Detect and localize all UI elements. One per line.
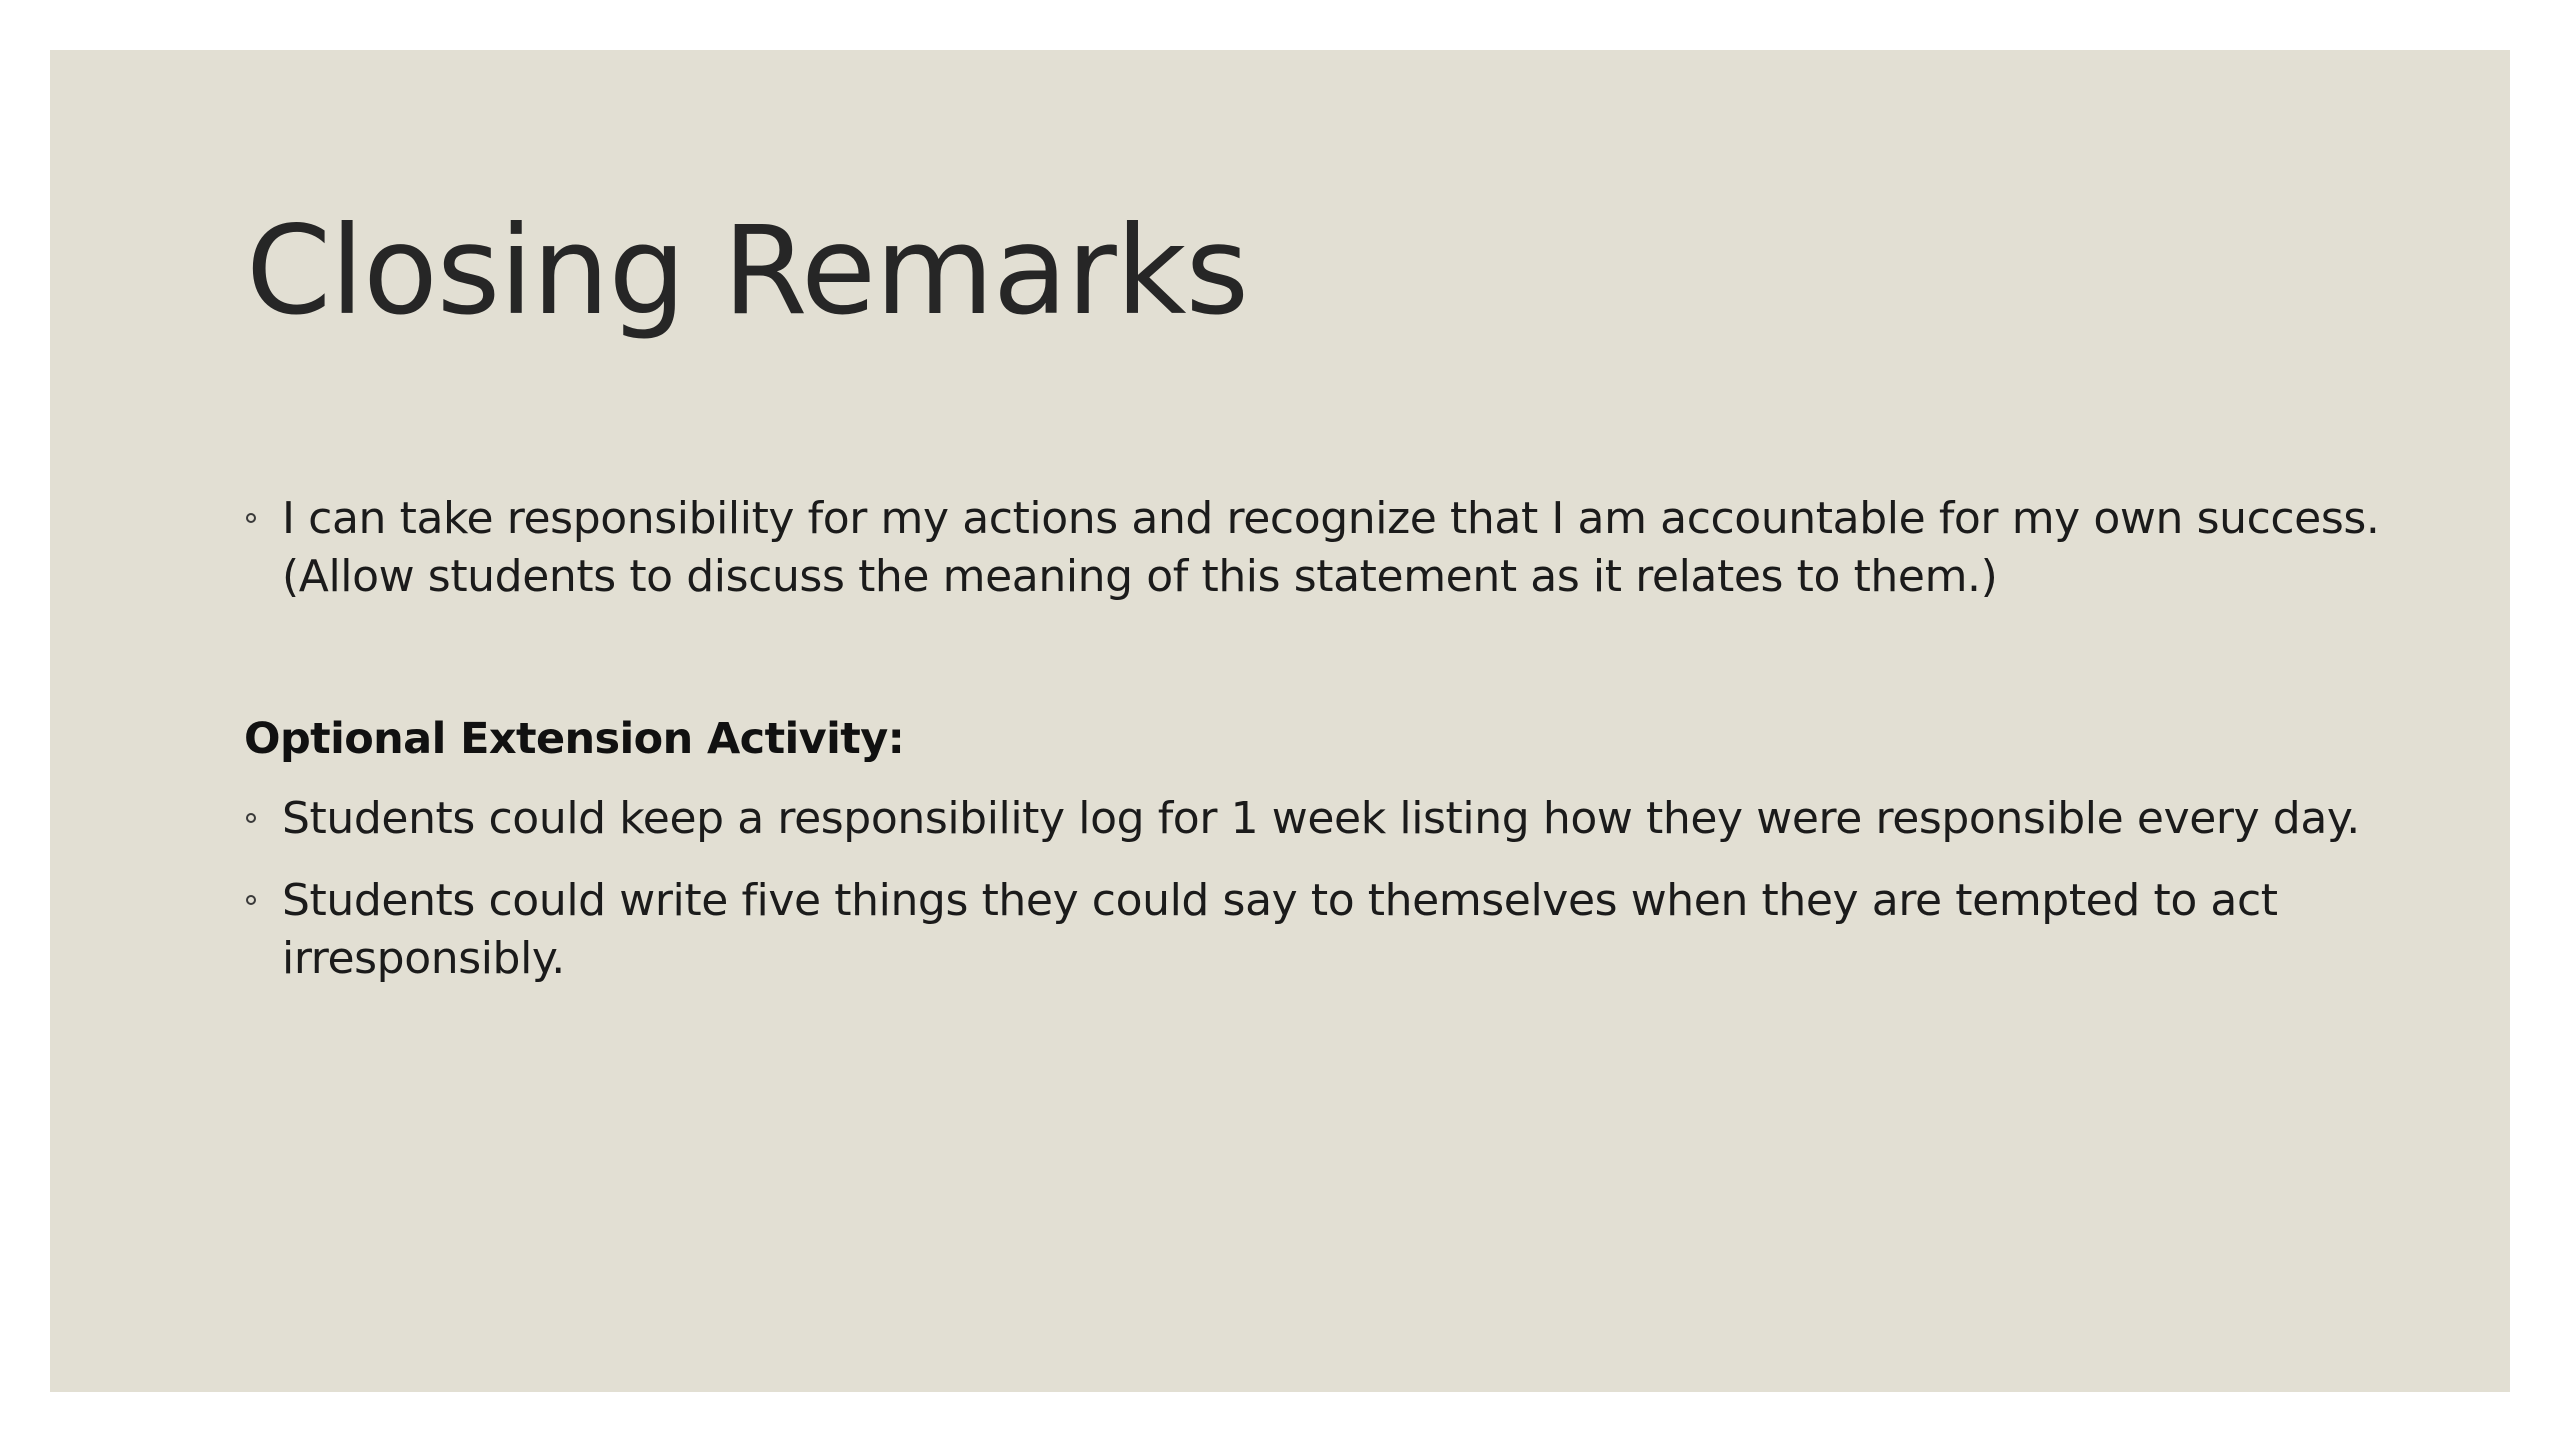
- bullet-circle-icon: [246, 513, 256, 523]
- bullet-circle-icon: [246, 895, 256, 905]
- bullet-item: [244, 872, 2384, 988]
- bullet-text: Students could write five things they could say to themselves when they are tempted to act irresponsibly.: [282, 875, 2278, 984]
- bullet-item: [244, 490, 2384, 606]
- bullet-text: Students could keep a responsibility log for 1 week listing how they were responsible every day.: [282, 793, 2360, 844]
- slide-title: Closing Remarks: [246, 200, 1249, 342]
- extension-heading: Optional Extension Activity:: [244, 714, 905, 764]
- bullet-text: I can take responsibility for my actions and recognize that I am accountable for my own success. (Allow students to discuss the meaning of this statement as it relates to them.): [282, 493, 2380, 602]
- slide: [50, 50, 2510, 1392]
- slide-body: [244, 490, 2384, 988]
- bullet-item: [244, 790, 2384, 848]
- bullet-circle-icon: [246, 813, 256, 823]
